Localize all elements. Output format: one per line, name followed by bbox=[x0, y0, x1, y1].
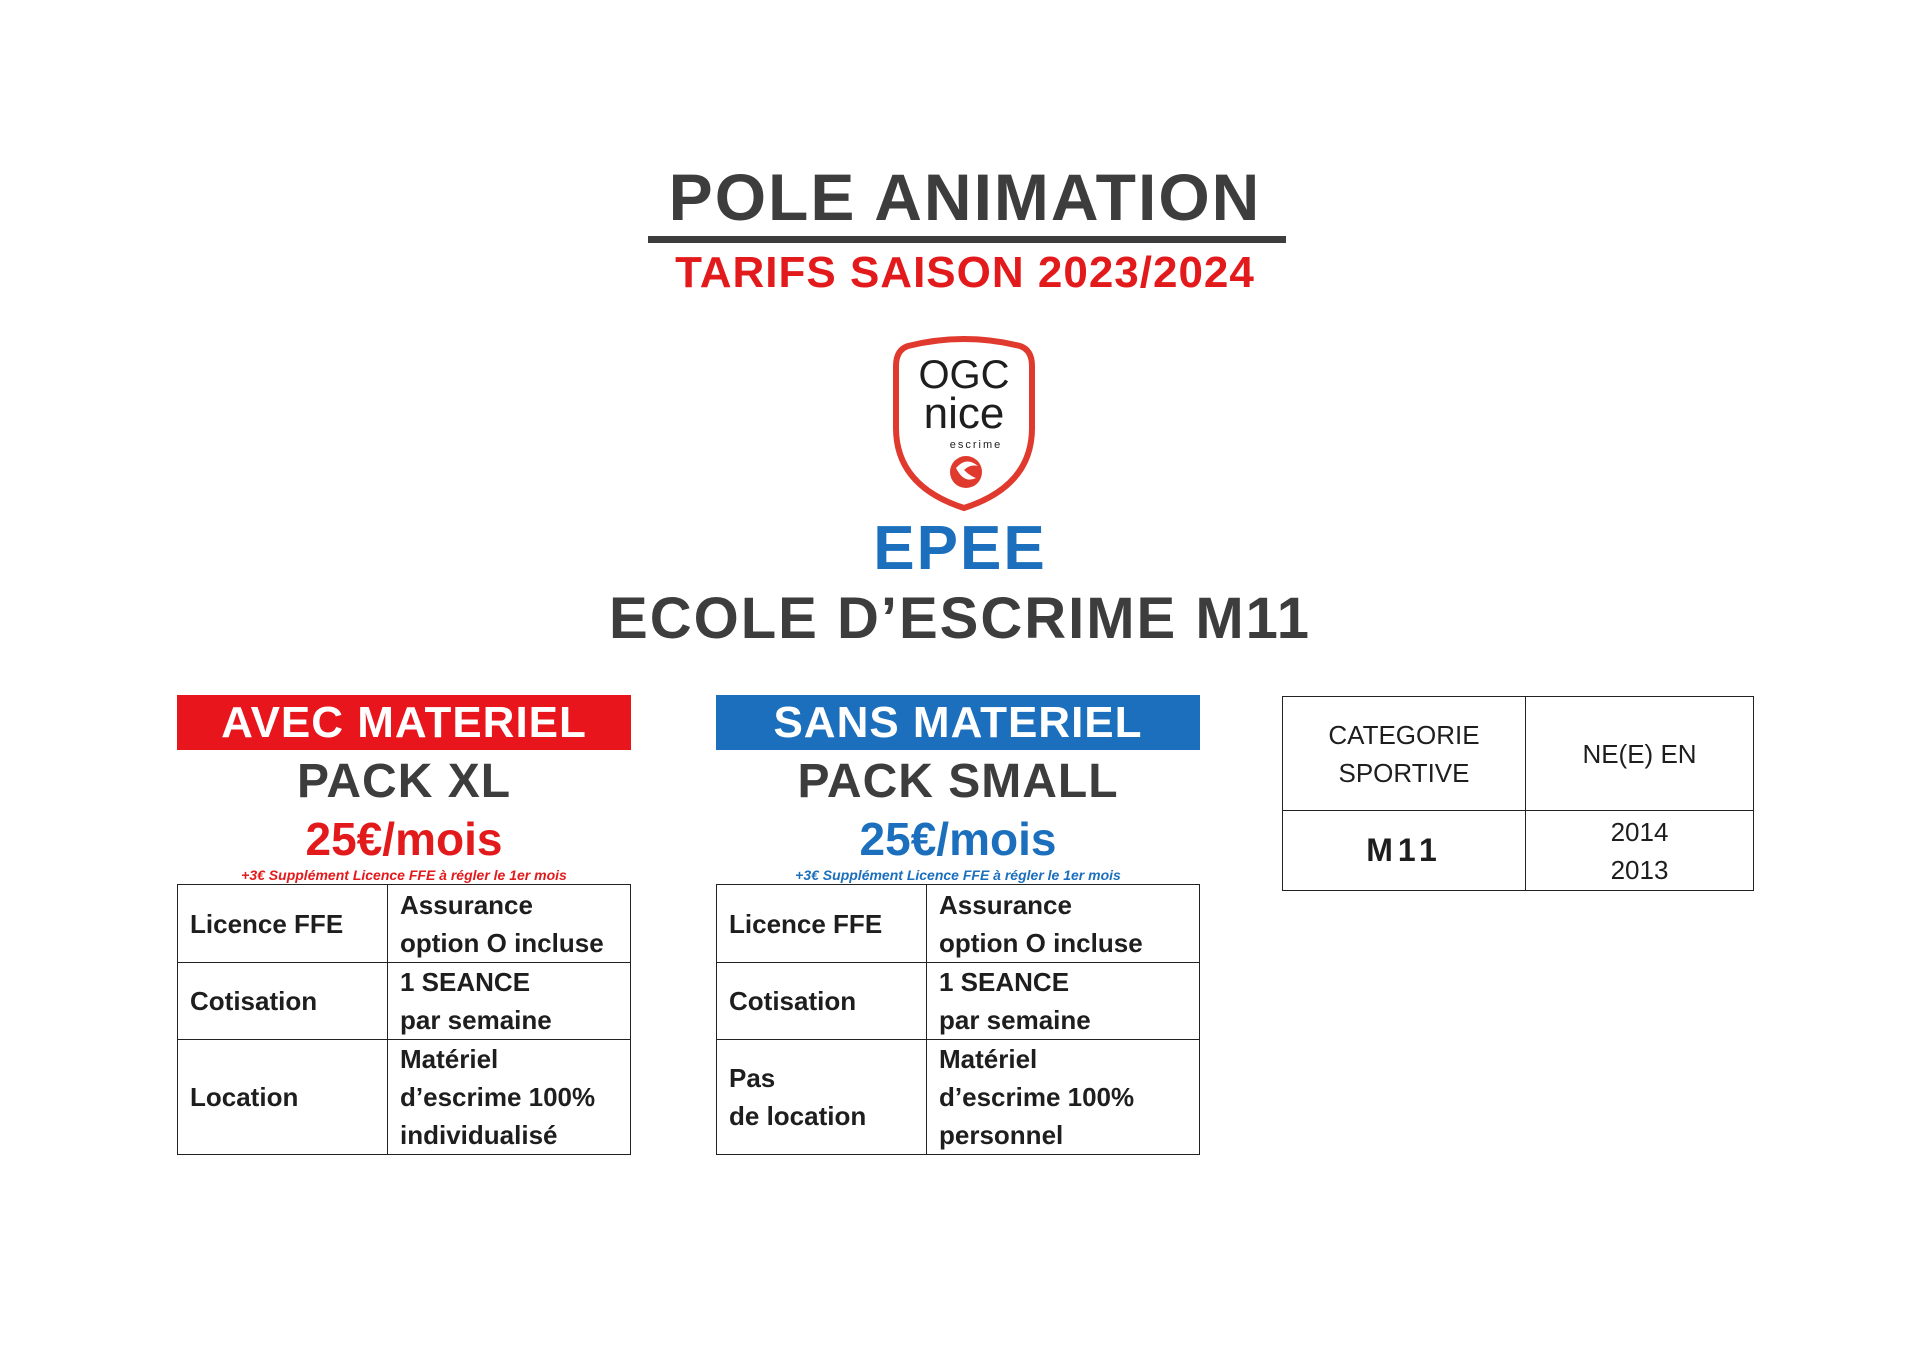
pack-xl-note: +3€ Supplément Licence FFE à régler le 1er mois bbox=[241, 867, 567, 883]
table-row bbox=[178, 885, 631, 963]
row-value-line: individualisé bbox=[400, 1120, 558, 1150]
school-title: ECOLE D’ESCRIME M11 bbox=[609, 586, 1311, 651]
pack-small-price: 25€/mois bbox=[859, 813, 1057, 865]
discipline-title: EPEE bbox=[873, 514, 1047, 583]
category-header-line: SPORTIVE bbox=[1338, 757, 1470, 788]
pack-xl-panel bbox=[177, 695, 631, 1155]
row-value bbox=[927, 885, 1200, 963]
birth-years bbox=[1526, 811, 1754, 891]
row-label: Cotisation bbox=[717, 963, 927, 1040]
row-label bbox=[717, 1040, 927, 1155]
logo-escrime-text: escrime bbox=[949, 439, 1003, 451]
table-row bbox=[1283, 811, 1754, 891]
table-row bbox=[717, 963, 1200, 1040]
row-value bbox=[388, 885, 631, 963]
row-value bbox=[388, 963, 631, 1040]
birth-year: 2013 bbox=[1610, 854, 1669, 885]
row-value-line: Matériel bbox=[400, 1044, 499, 1074]
logo-ogc-text: OGC bbox=[918, 353, 1010, 397]
category-table bbox=[1282, 696, 1754, 891]
row-value bbox=[388, 1040, 631, 1155]
pack-xl-banner: AVEC MATERIEL bbox=[177, 695, 631, 750]
row-label: Location bbox=[178, 1040, 388, 1155]
ogc-nice-escrime-logo bbox=[890, 336, 1038, 512]
page-subtitle: TARIFS SAISON 2023/2024 bbox=[675, 248, 1255, 297]
birth-year: 2014 bbox=[1610, 816, 1669, 847]
row-value-line: option O incluse bbox=[939, 927, 1143, 958]
row-value-line: 1 SEANCE bbox=[400, 967, 531, 997]
pack-small-banner: SANS MATERIEL bbox=[716, 695, 1200, 750]
table-row bbox=[178, 1040, 631, 1155]
table-row bbox=[717, 885, 1200, 963]
category-header bbox=[1283, 697, 1526, 811]
category-header-line: CATEGORIE bbox=[1328, 719, 1480, 750]
row-value-line: d’escrime 100% bbox=[939, 1082, 1135, 1112]
row-label: Cotisation bbox=[178, 963, 388, 1040]
row-label-line: Pas bbox=[729, 1063, 776, 1093]
page-title: POLE ANIMATION bbox=[668, 160, 1262, 234]
title-underline bbox=[648, 236, 1286, 243]
row-value-line: par semaine bbox=[400, 1005, 552, 1035]
row-value-line: par semaine bbox=[939, 1005, 1091, 1035]
pack-small-panel bbox=[716, 695, 1200, 1155]
row-label: Licence FFE bbox=[178, 885, 388, 963]
pack-small-note: +3€ Supplément Licence FFE à régler le 1er mois bbox=[795, 867, 1121, 883]
row-value bbox=[927, 1040, 1200, 1155]
row-label: Licence FFE bbox=[717, 885, 927, 963]
category-value: M11 bbox=[1283, 811, 1526, 891]
row-value-line: 1 SEANCE bbox=[939, 967, 1070, 997]
table-row bbox=[717, 1040, 1200, 1155]
row-label-line: de location bbox=[729, 1101, 867, 1131]
logo-nice-text: nice bbox=[923, 389, 1005, 438]
row-value-line: d’escrime 100% bbox=[400, 1082, 596, 1112]
table-row bbox=[1283, 697, 1754, 811]
pack-small-name: PACK SMALL bbox=[797, 755, 1119, 808]
table-row bbox=[178, 963, 631, 1040]
pack-small-table bbox=[716, 884, 1200, 1155]
row-value-line: personnel bbox=[939, 1120, 1064, 1150]
row-value-line: Assurance bbox=[400, 889, 533, 920]
pack-xl-price: 25€/mois bbox=[305, 813, 503, 865]
row-value-line: Matériel bbox=[939, 1044, 1038, 1074]
pack-xl-name: PACK XL bbox=[296, 755, 512, 808]
row-value bbox=[927, 963, 1200, 1040]
pack-xl-table bbox=[177, 884, 631, 1155]
birth-year-header: NE(E) EN bbox=[1526, 697, 1754, 811]
row-value-line: Assurance bbox=[939, 889, 1072, 920]
row-value-line: option O incluse bbox=[400, 927, 604, 958]
